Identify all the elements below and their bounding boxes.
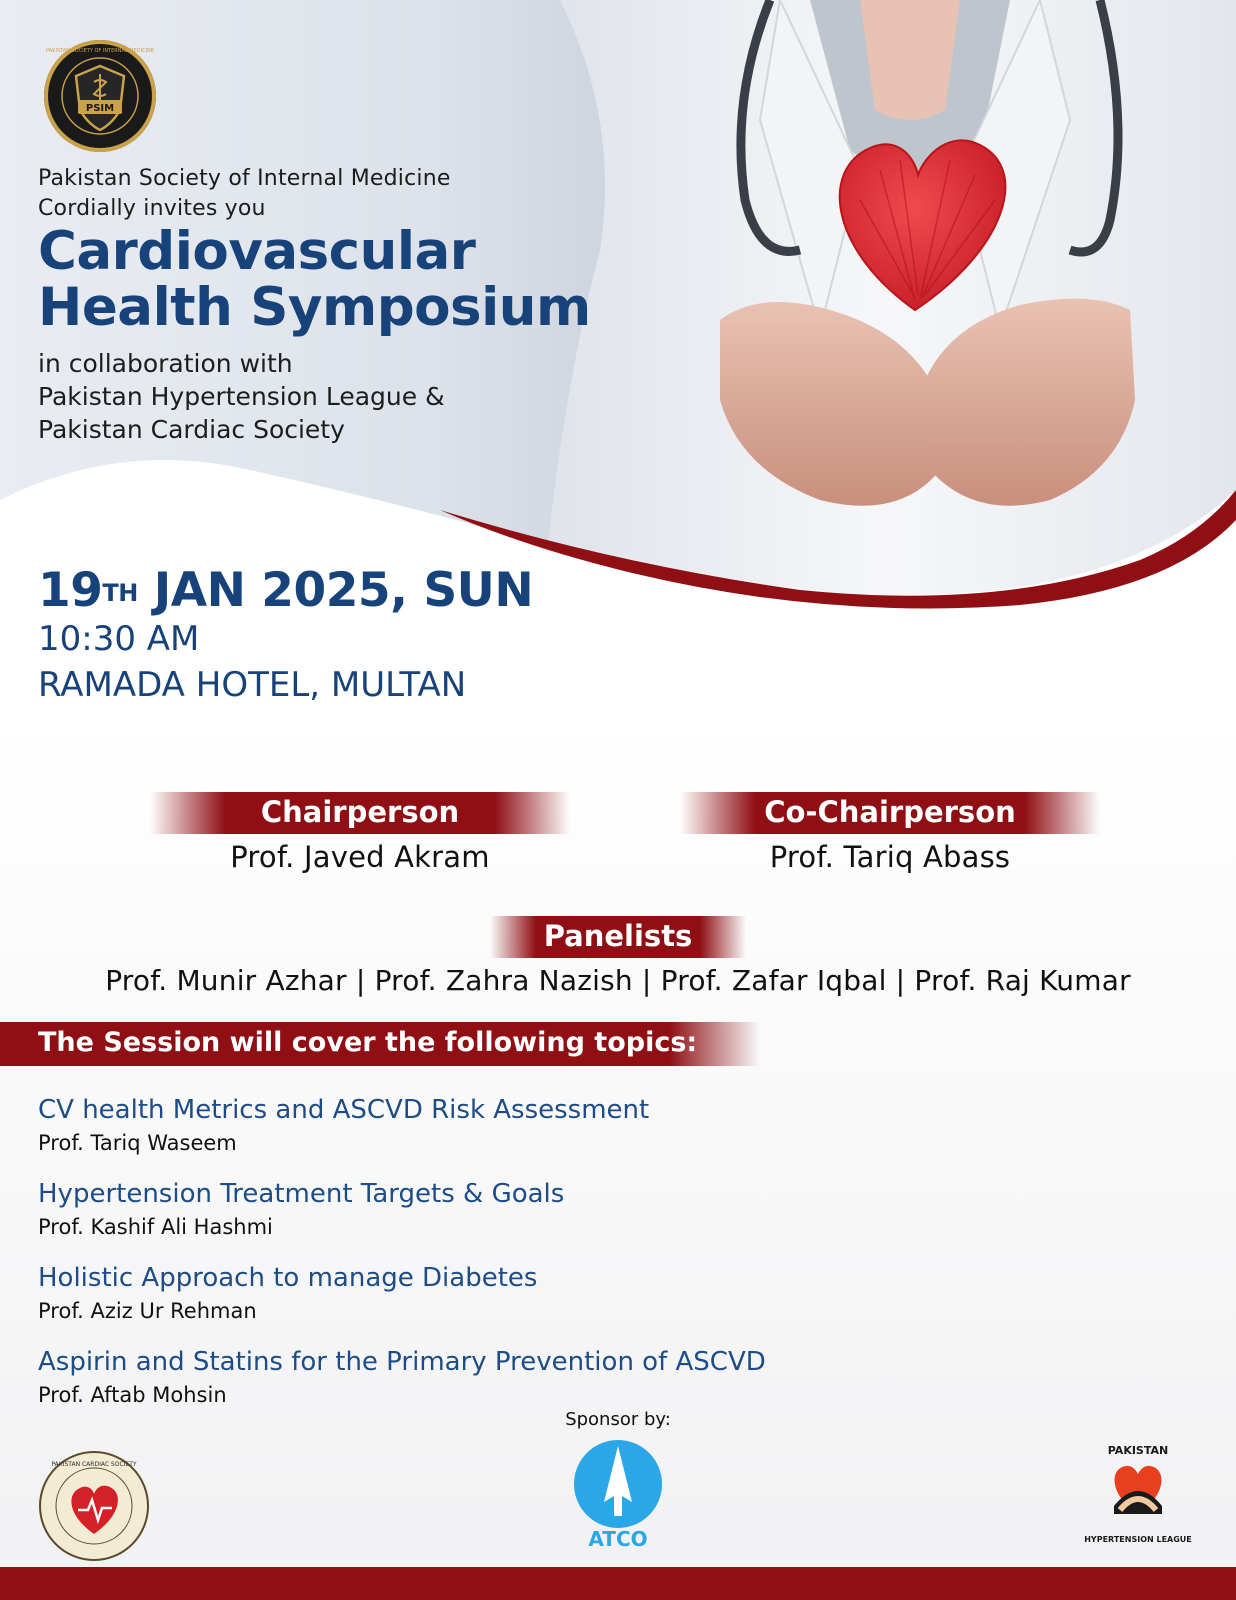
psim-logo-icon — [42, 38, 158, 154]
event-date — [38, 563, 534, 618]
sponsor-label: Sponsor by: — [565, 1409, 671, 1430]
topic-speaker: Prof. Aziz Ur Rehman — [38, 1299, 257, 1323]
event-details — [38, 563, 534, 708]
chairperson-ribbon: Chairperson — [150, 792, 570, 834]
topic-title: Hypertension Treatment Targets & Goals — [38, 1179, 565, 1209]
pakistan-hypertension-league-logo-icon — [1078, 1436, 1198, 1556]
svg-text:PAKISTAN CARDIAC SOCIETY: PAKISTAN CARDIAC SOCIETY — [51, 1461, 137, 1468]
event-day: 19 — [38, 563, 103, 618]
event-day-suffix: TH — [102, 579, 138, 607]
invitation-intro — [38, 164, 618, 224]
event-title — [38, 221, 658, 338]
topic-item — [38, 1262, 537, 1326]
co-chairperson-ribbon: Co-Chairperson — [680, 792, 1100, 834]
svg-text:PSIM: PSIM — [85, 103, 115, 114]
pakistan-cardiac-society-logo-icon — [38, 1450, 150, 1562]
svg-text:PAKISTAN: PAKISTAN — [1107, 1444, 1169, 1457]
atco-sponsor-logo-icon — [568, 1438, 668, 1550]
collab-line-3: Pakistan Cardiac Society — [38, 415, 345, 444]
collab-line-1: in collaboration with — [38, 349, 293, 378]
footer-bar — [0, 1567, 1236, 1600]
title-line-1: Cardiovascular — [38, 221, 476, 282]
topic-item — [38, 1178, 564, 1242]
atco-logo-text: ATCO — [588, 1527, 648, 1550]
organizer-name: Pakistan Society of Internal Medicine — [38, 166, 451, 191]
topic-item — [38, 1346, 766, 1410]
event-venue: RAMADA HOTEL, MULTAN — [38, 665, 467, 705]
event-date-rest: JAN 2025, SUN — [137, 563, 534, 618]
svg-text:PAKISTAN SOCIETY OF INTERNAL M: PAKISTAN SOCIETY OF INTERNAL MEDICINE — [46, 48, 154, 54]
topic-title: Aspirin and Statins for the Primary Prevention of ASCVD — [38, 1347, 766, 1377]
panelists-list: Prof. Munir Azhar | Prof. Zahra Nazish | Prof. Zafar Iqbal | Prof. Raj Kumar — [105, 964, 1131, 997]
collab-line-2: Pakistan Hypertension League & — [38, 382, 445, 411]
event-time: 10:30 AM — [38, 619, 200, 659]
topic-speaker: Prof. Kashif Ali Hashmi — [38, 1215, 273, 1239]
title-line-2: Health Symposium — [38, 277, 591, 338]
invitation-line: Cordially invites you — [38, 196, 266, 221]
topics-heading: The Session will cover the following topics: — [0, 1022, 760, 1066]
topic-speaker: Prof. Tariq Waseem — [38, 1131, 237, 1155]
topic-title: Holistic Approach to manage Diabetes — [38, 1263, 538, 1293]
svg-text:HYPERTENSION LEAGUE: HYPERTENSION LEAGUE — [1084, 1535, 1192, 1544]
chairperson-name: Prof. Javed Akram — [230, 840, 490, 874]
topic-item — [38, 1094, 649, 1158]
topic-speaker: Prof. Aftab Mohsin — [38, 1383, 227, 1407]
topic-title: CV health Metrics and ASCVD Risk Assessment — [38, 1095, 650, 1125]
co-chairperson-name: Prof. Tariq Abass — [769, 840, 1011, 874]
panelists-ribbon: Panelists — [490, 916, 746, 958]
collaboration-block — [38, 347, 598, 446]
